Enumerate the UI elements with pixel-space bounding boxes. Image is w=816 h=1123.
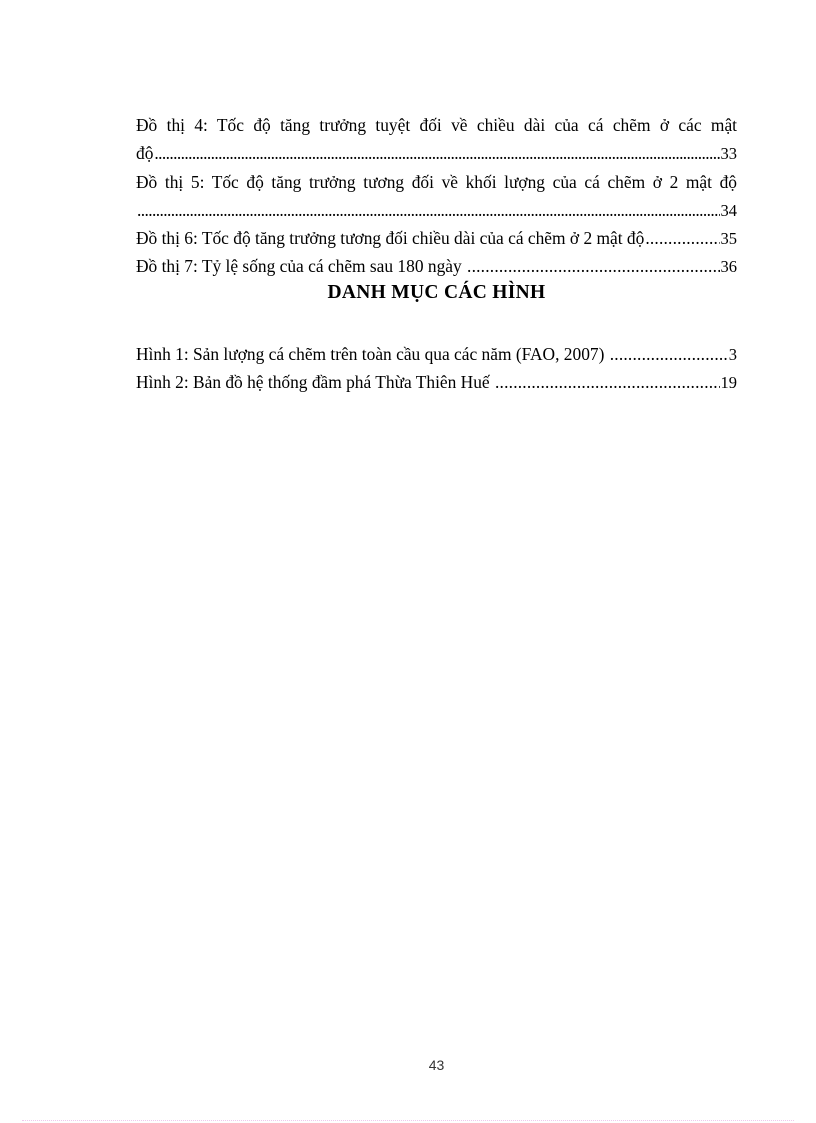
- toc-entry-line: [136, 340, 737, 368]
- page-break-rule: [22, 1120, 794, 1121]
- page-number: 43: [428, 1057, 445, 1073]
- toc-entry-title: Hình 2: Bản đồ hệ thống đầm phá Thừa Thiên Huế: [136, 372, 494, 393]
- toc-entry-line: [136, 252, 737, 280]
- toc-entry-figure-2[interactable]: [136, 368, 737, 396]
- toc-entry-title: Đồ thị 5: Tốc độ tăng trưởng tương đối về khối lượng của cá chẽm ở 2 mật độ: [136, 171, 737, 192]
- toc-entry-chart-6[interactable]: [136, 224, 737, 252]
- toc-entry-line: [136, 196, 737, 224]
- dot-leader: [154, 139, 719, 167]
- dot-leader: [495, 368, 720, 396]
- figure-list: [136, 340, 737, 397]
- toc-entry-chart-5[interactable]: [136, 168, 737, 225]
- chart-list: [136, 111, 737, 281]
- toc-entry-title: Đồ thị 6: Tốc độ tăng trưởng tương đối chiều dài của cá chẽm ở 2 mật độ: [136, 228, 645, 249]
- toc-page-ref: 36: [720, 257, 737, 277]
- toc-page-ref: 19: [720, 373, 737, 393]
- toc-entry-line: [136, 168, 737, 196]
- toc-entry-chart-4[interactable]: [136, 111, 737, 168]
- toc-entry-line: [136, 111, 737, 139]
- dot-leader: [645, 224, 719, 252]
- toc-entry-title: Đồ thị 4: Tốc độ tăng trưởng tuyệt đối về chiều dài của cá chẽm ở các mật: [136, 115, 737, 135]
- section-heading-figures: DANH MỤC CÁC HÌNH: [327, 282, 546, 303]
- toc-entry-line: [136, 139, 737, 167]
- toc-entry-figure-1[interactable]: [136, 340, 737, 368]
- dot-leader: [137, 196, 720, 224]
- toc-entry-title: Đồ thị 7: Tỷ lệ sống của cá chẽm sau 180 ngày: [136, 256, 467, 277]
- toc-entry-title-continued: độ: [136, 143, 154, 164]
- toc-page-ref: 34: [720, 200, 737, 220]
- toc-entry-chart-7[interactable]: [136, 252, 737, 280]
- toc-page-ref: 35: [720, 229, 737, 249]
- dot-leader: [610, 340, 728, 368]
- toc-entry-line: [136, 224, 737, 252]
- toc-entry-title: Hình 1: Sản lượng cá chẽm trên toàn cầu qua các năm (FAO, 2007): [136, 344, 609, 364]
- toc-entry-line: [136, 368, 737, 396]
- toc-page-ref: 33: [720, 144, 737, 164]
- dot-leader: [467, 252, 719, 280]
- toc-page-ref: 3: [728, 345, 737, 364]
